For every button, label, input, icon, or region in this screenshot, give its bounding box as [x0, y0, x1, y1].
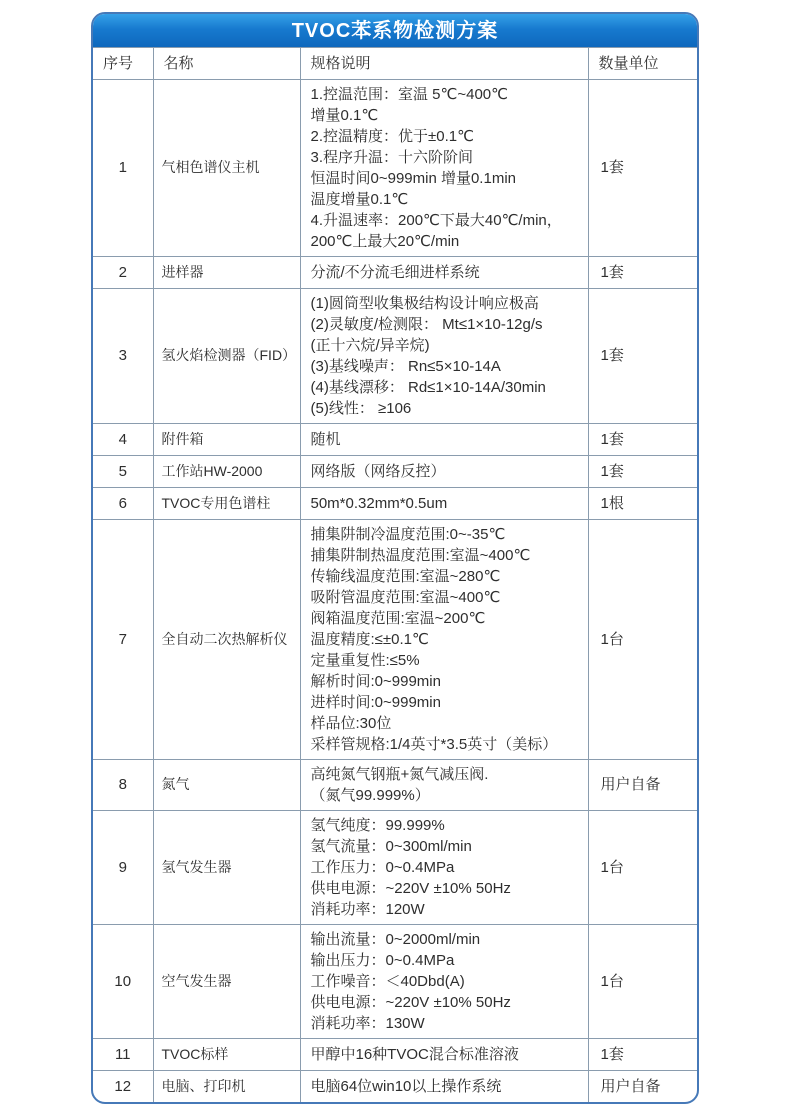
- spec-line: 进样时间:0~999min: [310, 693, 441, 711]
- spec-line: 随机: [310, 430, 341, 448]
- row-qty-cell: 1台: [588, 519, 697, 759]
- spec-line: 电脑64位win10以上操作系统: [310, 1077, 502, 1095]
- spec-line: 采样管规格:1/4英寸*3.5英寸（美标）: [310, 735, 558, 753]
- row-qty-cell: 1台: [588, 924, 697, 1038]
- row-qty-cell: 1套: [588, 1038, 697, 1070]
- spec-line: 4.升温速率：200℃下最大40℃/min，: [310, 211, 562, 229]
- row-spec-cell: [300, 288, 588, 423]
- row-no-cell: 6: [93, 487, 153, 519]
- row-no-cell: 10: [93, 924, 153, 1038]
- row-qty-cell: 1台: [588, 810, 697, 924]
- row-spec-cell: [300, 810, 588, 924]
- spec-line: 解析时间:0~999min: [310, 672, 441, 690]
- spec-line: (1)圆筒型收集极结构设计响应极高: [310, 294, 539, 312]
- column-header-spec: 规格说明: [300, 48, 588, 79]
- spec-line: 分流/不分流毛细进样系统: [310, 263, 480, 281]
- spec-line: 消耗功率：120W: [310, 900, 425, 918]
- table-row: [93, 810, 697, 924]
- row-name-cell: 工作站HW-2000: [153, 455, 300, 487]
- row-spec-cell: [300, 759, 588, 810]
- spec-line: 恒温时间0~999min 增量0.1min: [310, 169, 516, 187]
- spec-table: [93, 48, 697, 1102]
- spec-line: 输出压力：0~0.4MPa: [310, 951, 455, 969]
- spec-line: 输出流量：0~2000ml/min: [310, 930, 481, 948]
- spec-line: 3.程序升温：十六阶阶间: [310, 148, 474, 166]
- row-spec-cell: [300, 487, 588, 519]
- spec-line: 增量0.1℃: [310, 106, 379, 124]
- table-row: [93, 487, 697, 519]
- row-qty-cell: 1根: [588, 487, 697, 519]
- row-qty-cell: 用户自备: [588, 759, 697, 810]
- row-spec-cell: [300, 79, 588, 256]
- table-row: [93, 1070, 697, 1102]
- spec-line: 样品位:30位: [310, 714, 392, 732]
- row-name-cell: 氢气发生器: [153, 810, 300, 924]
- spec-line: 温度增量0.1℃: [310, 190, 409, 208]
- table-row: [93, 455, 697, 487]
- table-row: [93, 79, 697, 256]
- row-spec-cell: [300, 1070, 588, 1102]
- row-name-cell: 氢火焰检测器（FID）: [153, 288, 300, 423]
- row-name-cell: 附件箱: [153, 423, 300, 455]
- spec-line: 定量重复性:≤5%: [310, 651, 420, 669]
- page-title: TVOC苯系物检测方案: [93, 14, 697, 48]
- spec-line: 捕集阱制冷温度范围:0~-35℃: [310, 525, 506, 543]
- spec-line: 吸附管温度范围:室温~400℃: [310, 588, 501, 606]
- table-row: [93, 256, 697, 288]
- row-name-cell: 氮气: [153, 759, 300, 810]
- spec-line: 50m*0.32mm*0.5um: [310, 494, 448, 512]
- row-qty-cell: 1套: [588, 423, 697, 455]
- row-spec-cell: [300, 423, 588, 455]
- row-spec-cell: [300, 1038, 588, 1070]
- row-name-cell: TVOC专用色谱柱: [153, 487, 300, 519]
- spec-line: 供电电源：~220V ±10% 50Hz: [310, 993, 511, 1011]
- row-name-cell: 空气发生器: [153, 924, 300, 1038]
- spec-line: （氮气99.999%）: [310, 786, 430, 804]
- spec-line: (3)基线噪声： Rn≤5×10-14A: [310, 357, 501, 375]
- row-qty-cell: 1套: [588, 256, 697, 288]
- table-header-row: [93, 48, 697, 79]
- row-no-cell: 7: [93, 519, 153, 759]
- table-row: [93, 924, 697, 1038]
- spec-line: 氢气流量：0~300ml/min: [310, 837, 472, 855]
- row-spec-cell: [300, 455, 588, 487]
- row-qty-cell: 1套: [588, 79, 697, 256]
- column-header-no: 序号: [93, 48, 153, 79]
- row-no-cell: 11: [93, 1038, 153, 1070]
- row-name-cell: 电脑、打印机: [153, 1070, 300, 1102]
- table-row: [93, 759, 697, 810]
- row-qty-cell: 1套: [588, 455, 697, 487]
- row-no-cell: 9: [93, 810, 153, 924]
- table-row: [93, 288, 697, 423]
- row-name-cell: 气相色谱仪主机: [153, 79, 300, 256]
- row-name-cell: TVOC标样: [153, 1038, 300, 1070]
- spec-line: 网络版（网络反控）: [310, 462, 446, 480]
- spec-line: (5)线性： ≥106: [310, 399, 412, 417]
- spec-line: (4)基线漂移： Rd≤1×10-14A/30min: [310, 378, 546, 396]
- row-qty-cell: 用户自备: [588, 1070, 697, 1102]
- row-no-cell: 1: [93, 79, 153, 256]
- spec-line: 温度精度:≤±0.1℃: [310, 630, 429, 648]
- spec-line: 高纯氮气钢瓶+氮气减压阀.: [310, 765, 489, 783]
- spec-line: 200℃上最大20℃/min: [310, 232, 460, 250]
- row-name-cell: 进样器: [153, 256, 300, 288]
- column-header-name: 名称: [153, 48, 300, 79]
- row-qty-cell: 1套: [588, 288, 697, 423]
- row-no-cell: 12: [93, 1070, 153, 1102]
- row-no-cell: 3: [93, 288, 153, 423]
- spec-line: 工作噪音：＜40Dbd(A): [310, 972, 465, 990]
- spec-line: 阀箱温度范围:室温~200℃: [310, 609, 486, 627]
- spec-card: [91, 12, 699, 1104]
- spec-table-body: [93, 79, 697, 1102]
- spec-line: 捕集阱制热温度范围:室温~400℃: [310, 546, 531, 564]
- spec-line: 供电电源：~220V ±10% 50Hz: [310, 879, 511, 897]
- spec-line: 甲醇中16种TVOC混合标准溶液: [310, 1045, 519, 1063]
- spec-line: 1.控温范围：室温 5℃~400℃: [310, 85, 508, 103]
- spec-line: (2)灵敏度/检测限： Mt≤1×10-12g/s: [310, 315, 543, 333]
- table-row: [93, 1038, 697, 1070]
- row-spec-cell: [300, 519, 588, 759]
- table-row: [93, 519, 697, 759]
- spec-line: (正十六烷/异辛烷): [310, 336, 430, 354]
- spec-line: 工作压力：0~0.4MPa: [310, 858, 455, 876]
- spec-line: 消耗功率：130W: [310, 1014, 425, 1032]
- row-spec-cell: [300, 924, 588, 1038]
- column-header-qty: 数量单位: [588, 48, 697, 79]
- spec-line: 传输线温度范围:室温~280℃: [310, 567, 501, 585]
- table-row: [93, 423, 697, 455]
- row-no-cell: 2: [93, 256, 153, 288]
- row-spec-cell: [300, 256, 588, 288]
- row-no-cell: 4: [93, 423, 153, 455]
- spec-line: 2.控温精度：优于±0.1℃: [310, 127, 474, 145]
- row-no-cell: 8: [93, 759, 153, 810]
- row-name-cell: 全自动二次热解析仪: [153, 519, 300, 759]
- spec-line: 氢气纯度：99.999%: [310, 816, 445, 834]
- row-no-cell: 5: [93, 455, 153, 487]
